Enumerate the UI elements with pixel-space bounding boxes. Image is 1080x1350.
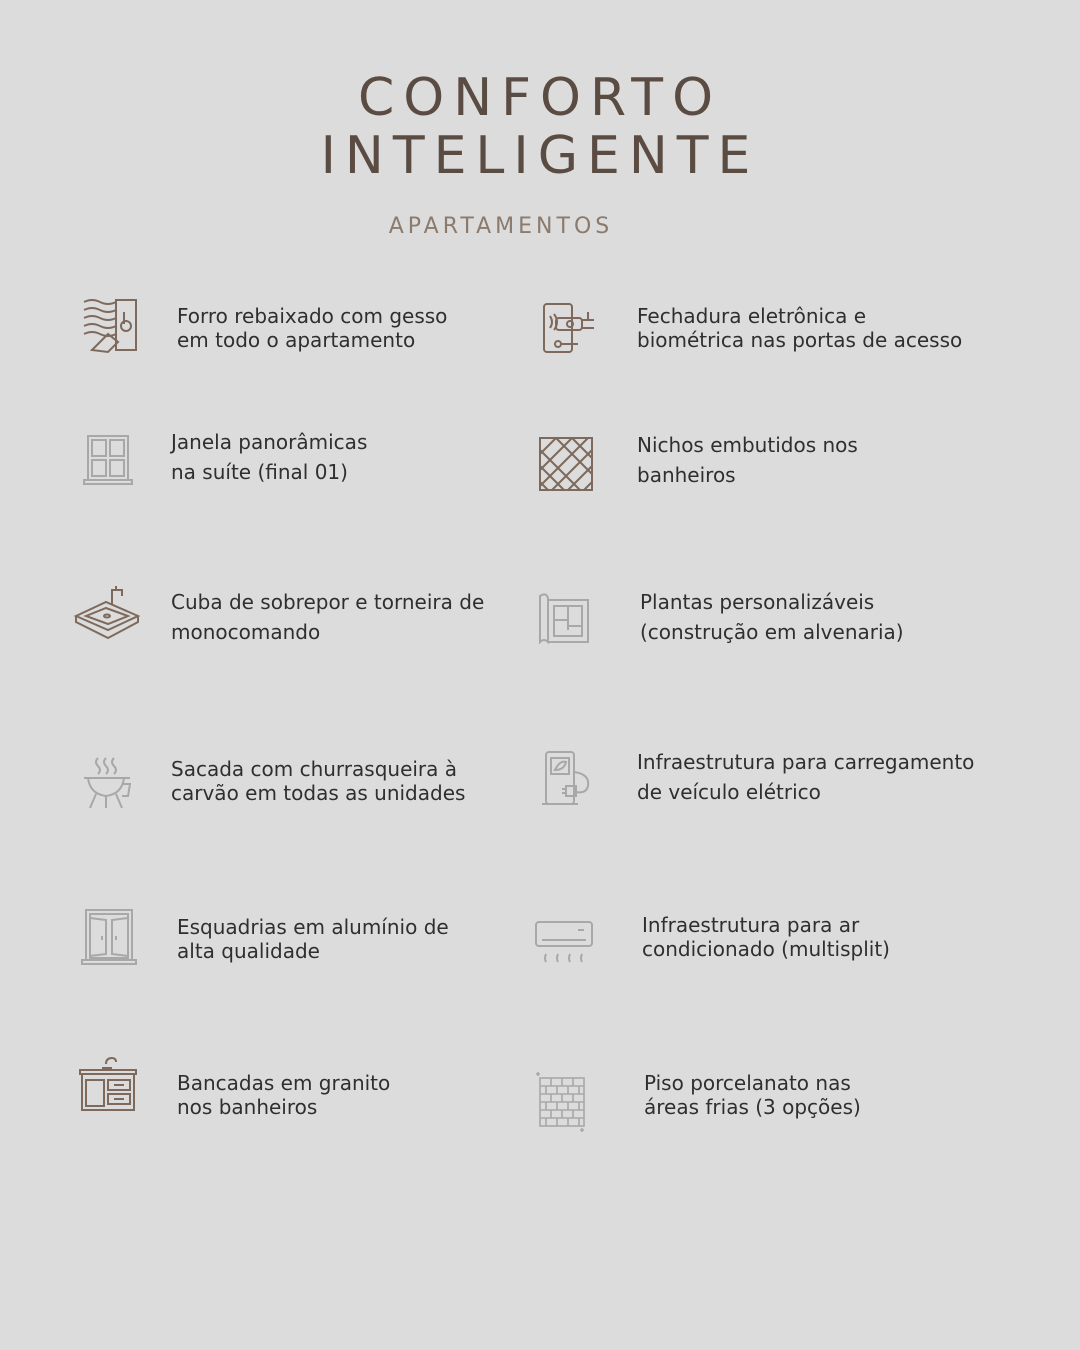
aluminum-frame-icon bbox=[78, 906, 142, 970]
feature-line1: Nichos embutidos nos bbox=[637, 433, 858, 457]
feature-line1: Fechadura eletrônica e bbox=[637, 304, 867, 328]
feature-line2: em todo o apartamento bbox=[177, 328, 416, 352]
feature-line2: áreas frias (3 opções) bbox=[644, 1095, 861, 1119]
floor-plan-icon bbox=[534, 590, 598, 654]
feature-line2: alta qualidade bbox=[177, 939, 320, 963]
air-conditioner-icon bbox=[532, 910, 596, 974]
feature-line2: banheiros bbox=[637, 463, 736, 487]
barbecue-grill-icon bbox=[78, 754, 142, 818]
feature-line1: Esquadrias em alumínio de bbox=[177, 915, 449, 939]
feature-line2: (construção em alvenaria) bbox=[640, 620, 904, 644]
window-icon bbox=[78, 430, 142, 494]
feature-line1: Sacada com churrasqueira à bbox=[171, 757, 458, 781]
feature-line2: carvão em todas as unidades bbox=[171, 781, 466, 805]
page-title-line1: CONFORTO bbox=[357, 68, 723, 128]
feature-line1: Piso porcelanato nas bbox=[644, 1071, 851, 1095]
feature-line1: Infraestrutura para carregamento bbox=[637, 750, 975, 774]
feature-line2: na suíte (final 01) bbox=[171, 460, 348, 484]
feature-line1: Infraestrutura para ar bbox=[642, 913, 860, 937]
tile-niche-icon bbox=[534, 434, 598, 498]
feature-line2: biométrica nas portas de acesso bbox=[637, 328, 963, 352]
page-subtitle: APARTAMENTOS bbox=[388, 214, 614, 239]
feature-line1: Cuba de sobrepor e torneira de bbox=[171, 590, 485, 614]
feature-line1: Janela panorâmicas bbox=[171, 430, 368, 454]
feature-line2: de veículo elétrico bbox=[637, 780, 821, 804]
feature-line1: Bancadas em granito bbox=[177, 1071, 391, 1095]
page-title-line2: INTELIGENTE bbox=[320, 126, 760, 186]
feature-line2: nos banheiros bbox=[177, 1095, 318, 1119]
vanity-cabinet-icon bbox=[76, 1054, 140, 1118]
feature-line2: condicionado (multisplit) bbox=[642, 937, 890, 961]
feature-line2: monocomando bbox=[171, 620, 321, 644]
feature-line1: Forro rebaixado com gesso bbox=[177, 304, 448, 328]
sink-faucet-icon bbox=[72, 582, 142, 646]
ev-charger-icon bbox=[536, 748, 600, 812]
porcelain-tile-icon bbox=[532, 1070, 596, 1134]
biometric-lock-icon bbox=[536, 298, 600, 362]
feature-line1: Plantas personalizáveis bbox=[640, 590, 875, 614]
drywall-ceiling-icon bbox=[78, 294, 142, 358]
